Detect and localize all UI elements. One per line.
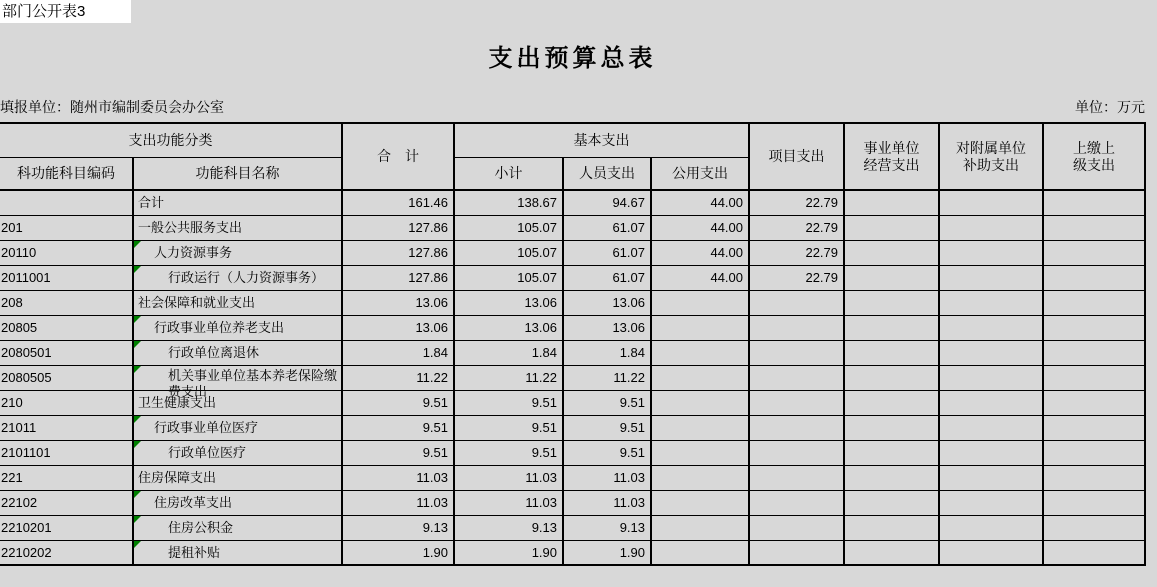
personnel-cell[interactable]: 1.84 — [563, 340, 651, 365]
upper-level-cell[interactable] — [1043, 215, 1145, 240]
public-cell[interactable]: 44.00 — [651, 265, 749, 290]
function-name-text: 人力资源事务 — [154, 245, 233, 260]
project-cell[interactable] — [749, 340, 844, 365]
function-name-cell[interactable] — [133, 190, 342, 215]
upper-level-cell[interactable] — [1043, 265, 1145, 290]
upper-level-cell[interactable] — [1043, 490, 1145, 515]
table-row — [0, 415, 1145, 440]
subtotal-cell[interactable]: 138.67 — [454, 190, 563, 215]
function-code-cell[interactable] — [0, 190, 133, 215]
operating-cell[interactable] — [844, 415, 939, 440]
function-code-cell[interactable]: 20805 — [0, 315, 133, 340]
operating-cell[interactable] — [844, 215, 939, 240]
operating-cell[interactable] — [844, 540, 939, 565]
header-public-expenditure[interactable]: 公用支出 — [651, 157, 749, 190]
error-indicator-icon — [134, 316, 141, 323]
header-personnel-expenditure[interactable]: 人员支出 — [563, 157, 651, 190]
subtotal-cell[interactable]: 105.07 — [454, 215, 563, 240]
function-name-cell[interactable] — [133, 265, 342, 290]
public-cell[interactable]: 44.00 — [651, 215, 749, 240]
subtotal-cell[interactable]: 11.22 — [454, 365, 563, 390]
error-indicator-icon — [134, 266, 141, 273]
header-subtotal[interactable]: 小计 — [454, 157, 563, 190]
personnel-cell[interactable]: 9.51 — [563, 390, 651, 415]
public-cell[interactable] — [651, 415, 749, 440]
subsidy-cell[interactable] — [939, 290, 1043, 315]
sheet-tab-label: 部门公开表3 — [2, 3, 86, 20]
function-code-cell[interactable]: 2210202 — [0, 540, 133, 565]
function-name-text: 行政单位离退休 — [168, 345, 260, 360]
subsidy-cell[interactable] — [939, 315, 1043, 340]
public-cell[interactable] — [651, 515, 749, 540]
project-cell[interactable] — [749, 365, 844, 390]
header-upper-level-expenditure[interactable]: 上缴上 级支出 — [1043, 123, 1145, 190]
subsidy-cell[interactable] — [939, 415, 1043, 440]
function-name-text: 行政事业单位医疗 — [154, 420, 259, 435]
function-name-cell[interactable] — [133, 240, 342, 265]
subsidy-cell[interactable] — [939, 490, 1043, 515]
function-code-cell[interactable]: 221 — [0, 465, 133, 490]
upper-level-cell[interactable] — [1043, 415, 1145, 440]
table-row — [0, 265, 1145, 290]
total-cell[interactable]: 127.86 — [342, 215, 454, 240]
subsidy-cell[interactable] — [939, 215, 1043, 240]
subtotal-cell[interactable]: 13.06 — [454, 315, 563, 340]
personnel-cell[interactable]: 61.07 — [563, 240, 651, 265]
operating-cell[interactable] — [844, 265, 939, 290]
personnel-cell[interactable]: 9.13 — [563, 515, 651, 540]
function-code-cell[interactable]: 201 — [0, 215, 133, 240]
personnel-cell[interactable]: 13.06 — [563, 290, 651, 315]
upper-level-cell[interactable] — [1043, 315, 1145, 340]
table-row — [0, 440, 1145, 465]
header-function-code[interactable]: 科功能科目编码 — [0, 157, 133, 190]
sheet-tab[interactable] — [0, 0, 131, 23]
operating-cell[interactable] — [844, 440, 939, 465]
upper-level-cell[interactable] — [1043, 190, 1145, 215]
function-code-cell[interactable]: 2080501 — [0, 340, 133, 365]
header-operating-expenditure[interactable]: 事业单位 经营支出 — [844, 123, 939, 190]
table-row — [0, 340, 1145, 365]
subtotal-cell[interactable]: 11.03 — [454, 465, 563, 490]
function-name-cell[interactable] — [133, 340, 342, 365]
public-cell[interactable] — [651, 340, 749, 365]
total-cell[interactable]: 127.86 — [342, 265, 454, 290]
function-code-cell[interactable]: 210 — [0, 390, 133, 415]
public-cell[interactable] — [651, 440, 749, 465]
function-code-cell[interactable]: 2101101 — [0, 440, 133, 465]
error-indicator-icon — [134, 241, 141, 248]
personnel-cell[interactable]: 11.03 — [563, 490, 651, 515]
operating-cell[interactable] — [844, 490, 939, 515]
function-name-cell[interactable] — [133, 315, 342, 340]
personnel-cell[interactable]: 1.90 — [563, 540, 651, 565]
header-function-class[interactable]: 支出功能分类 — [0, 123, 342, 157]
subsidy-cell[interactable] — [939, 440, 1043, 465]
function-name-cell[interactable] — [133, 465, 342, 490]
personnel-cell[interactable]: 9.51 — [563, 440, 651, 465]
subtotal-cell[interactable]: 1.90 — [454, 540, 563, 565]
total-cell[interactable]: 11.03 — [342, 490, 454, 515]
subtotal-cell[interactable]: 105.07 — [454, 240, 563, 265]
function-name-text: 行政单位医疗 — [168, 445, 247, 460]
project-cell[interactable] — [749, 415, 844, 440]
function-name-text: 行政事业单位养老支出 — [154, 320, 285, 335]
table-row — [0, 490, 1145, 515]
function-name-text: 机关事业单位基本养老保险缴费支出 — [168, 368, 338, 399]
upper-level-cell[interactable] — [1043, 365, 1145, 390]
table-row — [0, 290, 1145, 315]
budget-table — [0, 122, 1146, 566]
subsidy-cell[interactable] — [939, 365, 1043, 390]
public-cell[interactable] — [651, 315, 749, 340]
table-row — [0, 215, 1145, 240]
function-name-cell[interactable] — [133, 390, 342, 415]
table-row — [0, 515, 1145, 540]
total-cell[interactable]: 9.51 — [342, 415, 454, 440]
operating-cell[interactable] — [844, 190, 939, 215]
total-cell[interactable]: 13.06 — [342, 315, 454, 340]
subtotal-cell[interactable]: 9.51 — [454, 390, 563, 415]
total-cell[interactable]: 161.46 — [342, 190, 454, 215]
info-line — [0, 97, 1145, 117]
subsidy-cell[interactable] — [939, 540, 1043, 565]
project-cell[interactable] — [749, 390, 844, 415]
function-name-cell[interactable] — [133, 415, 342, 440]
upper-level-cell[interactable] — [1043, 440, 1145, 465]
project-cell[interactable] — [749, 490, 844, 515]
function-code-cell[interactable]: 208 — [0, 290, 133, 315]
public-cell[interactable] — [651, 490, 749, 515]
error-indicator-icon — [134, 516, 141, 523]
function-name-cell[interactable] — [133, 490, 342, 515]
header-subsidy-expenditure[interactable]: 对附属单位 补助支出 — [939, 123, 1043, 190]
personnel-cell[interactable]: 11.03 — [563, 465, 651, 490]
function-code-cell[interactable]: 20110 — [0, 240, 133, 265]
operating-cell[interactable] — [844, 390, 939, 415]
public-cell[interactable]: 44.00 — [651, 240, 749, 265]
header-project-expenditure[interactable]: 项目支出 — [749, 123, 844, 190]
operating-cell[interactable] — [844, 365, 939, 390]
project-cell[interactable]: 22.79 — [749, 190, 844, 215]
subsidy-cell[interactable] — [939, 515, 1043, 540]
project-cell[interactable] — [749, 315, 844, 340]
function-name-cell[interactable] — [133, 540, 342, 565]
total-cell[interactable]: 11.03 — [342, 465, 454, 490]
total-cell[interactable]: 9.51 — [342, 390, 454, 415]
currency-unit-label: 单位：万元 — [1075, 99, 1145, 115]
function-name-text: 住房保障支出 — [138, 470, 217, 485]
operating-cell[interactable] — [844, 340, 939, 365]
total-cell[interactable]: 13.06 — [342, 290, 454, 315]
subsidy-cell[interactable] — [939, 465, 1043, 490]
table-body — [0, 190, 1145, 565]
total-cell[interactable]: 11.22 — [342, 365, 454, 390]
function-name-text: 一般公共服务支出 — [138, 220, 243, 235]
personnel-cell[interactable]: 61.07 — [563, 265, 651, 290]
operating-cell[interactable] — [844, 290, 939, 315]
function-name-text: 住房改革支出 — [154, 495, 233, 510]
header-total[interactable]: 合 计 — [342, 123, 454, 190]
header-basic-expenditure[interactable]: 基本支出 — [454, 123, 749, 157]
personnel-cell[interactable]: 61.07 — [563, 215, 651, 240]
table-row — [0, 540, 1145, 565]
total-cell[interactable]: 127.86 — [342, 240, 454, 265]
project-cell[interactable]: 22.79 — [749, 240, 844, 265]
public-cell[interactable] — [651, 465, 749, 490]
upper-level-cell[interactable] — [1043, 515, 1145, 540]
function-name-cell[interactable] — [133, 515, 342, 540]
public-cell[interactable] — [651, 365, 749, 390]
total-cell[interactable]: 9.51 — [342, 440, 454, 465]
project-cell[interactable] — [749, 440, 844, 465]
function-code-cell[interactable]: 22102 — [0, 490, 133, 515]
header-function-name[interactable]: 功能科目名称 — [133, 157, 342, 190]
function-name-cell[interactable] — [133, 440, 342, 465]
operating-cell[interactable] — [844, 515, 939, 540]
subsidy-cell[interactable] — [939, 190, 1043, 215]
personnel-cell[interactable]: 13.06 — [563, 315, 651, 340]
function-code-cell[interactable]: 2080505 — [0, 365, 133, 390]
public-cell[interactable] — [651, 290, 749, 315]
subsidy-cell[interactable] — [939, 240, 1043, 265]
upper-level-cell[interactable] — [1043, 240, 1145, 265]
page-title: 支出预算总表 — [488, 46, 657, 72]
subtotal-cell[interactable]: 13.06 — [454, 290, 563, 315]
function-name-text: 行政运行（人力资源事务） — [168, 270, 325, 285]
function-name-text: 提租补贴 — [168, 544, 221, 560]
subtotal-cell[interactable]: 9.51 — [454, 440, 563, 465]
upper-level-cell[interactable] — [1043, 390, 1145, 415]
personnel-cell[interactable]: 11.22 — [563, 365, 651, 390]
subsidy-cell[interactable] — [939, 390, 1043, 415]
table-row — [0, 390, 1145, 415]
personnel-cell[interactable]: 9.51 — [563, 415, 651, 440]
table-row — [0, 190, 1145, 215]
function-code-cell[interactable]: 2210201 — [0, 515, 133, 540]
subsidy-cell[interactable] — [939, 340, 1043, 365]
function-name-text: 合计 — [138, 195, 165, 211]
error-indicator-icon — [134, 491, 141, 498]
error-indicator-icon — [134, 366, 141, 373]
table-row — [0, 240, 1145, 265]
project-cell[interactable] — [749, 465, 844, 490]
table-row — [0, 465, 1145, 490]
reporting-unit-label: 填报单位：随州市编制委员会办公室 — [0, 99, 224, 115]
total-cell[interactable]: 1.84 — [342, 340, 454, 365]
table-row — [0, 365, 1145, 390]
table-row — [0, 315, 1145, 340]
upper-level-cell[interactable] — [1043, 340, 1145, 365]
operating-cell[interactable] — [844, 240, 939, 265]
operating-cell[interactable] — [844, 465, 939, 490]
function-name-cell[interactable] — [133, 290, 342, 315]
project-cell[interactable]: 22.79 — [749, 215, 844, 240]
project-cell[interactable] — [749, 515, 844, 540]
function-name-text: 卫生健康支出 — [138, 395, 217, 410]
subtotal-cell[interactable]: 9.13 — [454, 515, 563, 540]
subtotal-cell[interactable]: 11.03 — [454, 490, 563, 515]
function-code-cell[interactable]: 21011 — [0, 415, 133, 440]
function-name-cell[interactable] — [133, 215, 342, 240]
operating-cell[interactable] — [844, 315, 939, 340]
subtotal-cell[interactable]: 105.07 — [454, 265, 563, 290]
public-cell[interactable] — [651, 390, 749, 415]
project-cell[interactable]: 22.79 — [749, 265, 844, 290]
upper-level-cell[interactable] — [1043, 465, 1145, 490]
project-cell[interactable] — [749, 540, 844, 565]
upper-level-cell[interactable] — [1043, 290, 1145, 315]
public-cell[interactable] — [651, 540, 749, 565]
error-indicator-icon — [134, 341, 141, 348]
subtotal-cell[interactable]: 9.51 — [454, 415, 563, 440]
table-header — [0, 123, 1145, 190]
personnel-cell[interactable]: 94.67 — [563, 190, 651, 215]
function-name-text: 社会保障和就业支出 — [138, 295, 256, 310]
error-indicator-icon — [134, 416, 141, 423]
upper-level-cell[interactable] — [1043, 540, 1145, 565]
subtotal-cell[interactable]: 1.84 — [454, 340, 563, 365]
function-name-cell[interactable] — [133, 365, 342, 399]
function-code-cell[interactable]: 2011001 — [0, 265, 133, 290]
public-cell[interactable]: 44.00 — [651, 190, 749, 215]
error-indicator-icon — [134, 541, 141, 548]
total-cell[interactable]: 9.13 — [342, 515, 454, 540]
project-cell[interactable] — [749, 290, 844, 315]
subsidy-cell[interactable] — [939, 265, 1043, 290]
error-indicator-icon — [134, 441, 141, 448]
function-name-text: 住房公积金 — [168, 520, 234, 535]
total-cell[interactable]: 1.90 — [342, 540, 454, 565]
